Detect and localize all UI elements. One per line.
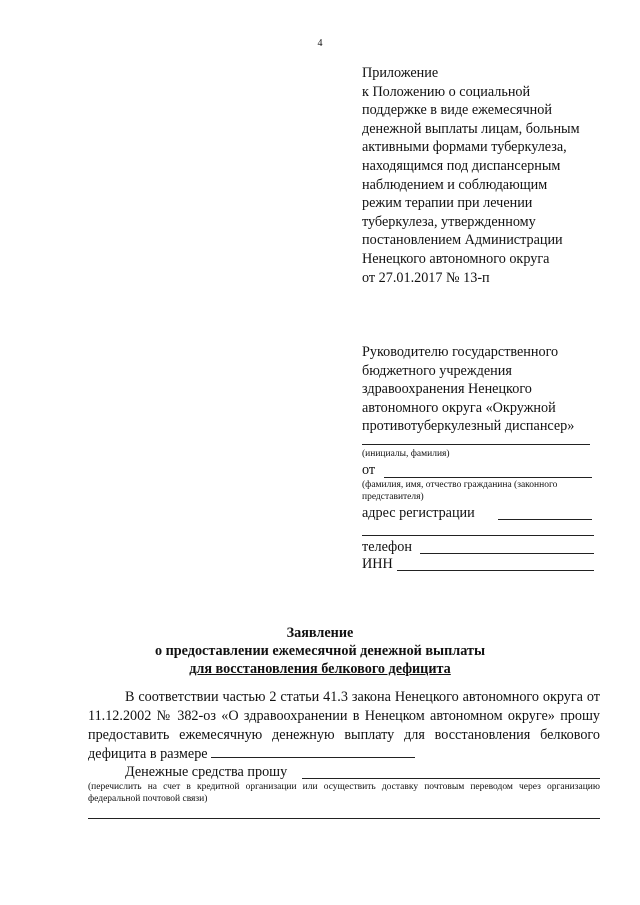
page-number: 4 (317, 38, 323, 49)
amount-field-line[interactable] (211, 745, 415, 758)
inn-field-line[interactable] (397, 570, 594, 571)
funds-details-field-line[interactable] (88, 818, 600, 819)
appendix-line: находящимся под диспансерным (362, 157, 561, 174)
applicant-caption-line: представителя) (362, 491, 424, 502)
initials-caption: (инициалы, фамилия) (362, 449, 450, 459)
address-field-line-2[interactable] (362, 535, 594, 536)
applicant-caption-line: (фамилия, имя, отчество гражданина (законного (362, 480, 558, 490)
applicant-caption (362, 480, 602, 503)
statement-title: Заявление (286, 625, 354, 641)
addressee-block (362, 343, 612, 436)
funds-footnote: (перечислить на счет в кредитной организации или осуществить доставку почтовым переводом через организацию федеральной почтовой связи) (88, 782, 600, 804)
statement-subtitle-2-text: для восстановления белкового дефицита (189, 661, 451, 677)
appendix-line: денежной выплаты лицам, больным (362, 120, 580, 137)
appendix-line: постановлением Администрации (362, 232, 563, 249)
address-label: адрес регистрации (362, 505, 475, 521)
appendix-line: Приложение (362, 65, 439, 81)
addressee-line: Руководителю государственного (362, 344, 559, 360)
appendix-line: активными формами туберкулеза, (362, 139, 567, 156)
applicant-name-field-line[interactable] (384, 477, 592, 478)
appendix-line: к Положению о социальной (362, 83, 531, 100)
phone-field-line[interactable] (420, 553, 594, 554)
appendix-block (362, 64, 612, 287)
appendix-line: туберкулеза, утвержденному (362, 213, 536, 230)
appendix-line: поддержке в виде ежемесячной (362, 102, 552, 119)
statement-body (88, 688, 600, 764)
addressee-line: автономного округа «Окружной (362, 399, 556, 416)
funds-field-line[interactable] (302, 778, 600, 779)
addressee-line: здравоохранения Ненецкого (362, 381, 532, 398)
statement-body-text: В соответствии частью 2 статьи 41.3 закона Ненецкого автономного округа от 11.12.2002 № 382-оз «О здравоохранении в Ненецком автономном округе» прошу предоставить ежемесячную денежную выплату для восстановления белкового дефицита в размере (88, 689, 600, 762)
appendix-line: наблюдением и соблюдающим (362, 176, 548, 193)
initials-field-line[interactable] (362, 444, 590, 445)
inn-label: ИНН (362, 556, 393, 572)
address-field-line[interactable] (498, 519, 592, 520)
appendix-line: Ненецкого автономного округа (362, 250, 550, 267)
appendix-line: режим терапии при лечении (362, 195, 533, 212)
statement-subtitle-2 (0, 660, 640, 678)
addressee-line: противотуберкулезный диспансер» (362, 418, 575, 435)
statement-subtitle-1: о предоставлении ежемесячной денежной выплаты (154, 643, 486, 659)
from-label: от (362, 462, 376, 478)
phone-label: телефон (362, 539, 412, 555)
funds-label: Денежные средства прошу (125, 764, 288, 780)
addressee-line: бюджетного учреждения (362, 362, 512, 379)
appendix-line: от 27.01.2017 № 13-п (362, 269, 490, 286)
